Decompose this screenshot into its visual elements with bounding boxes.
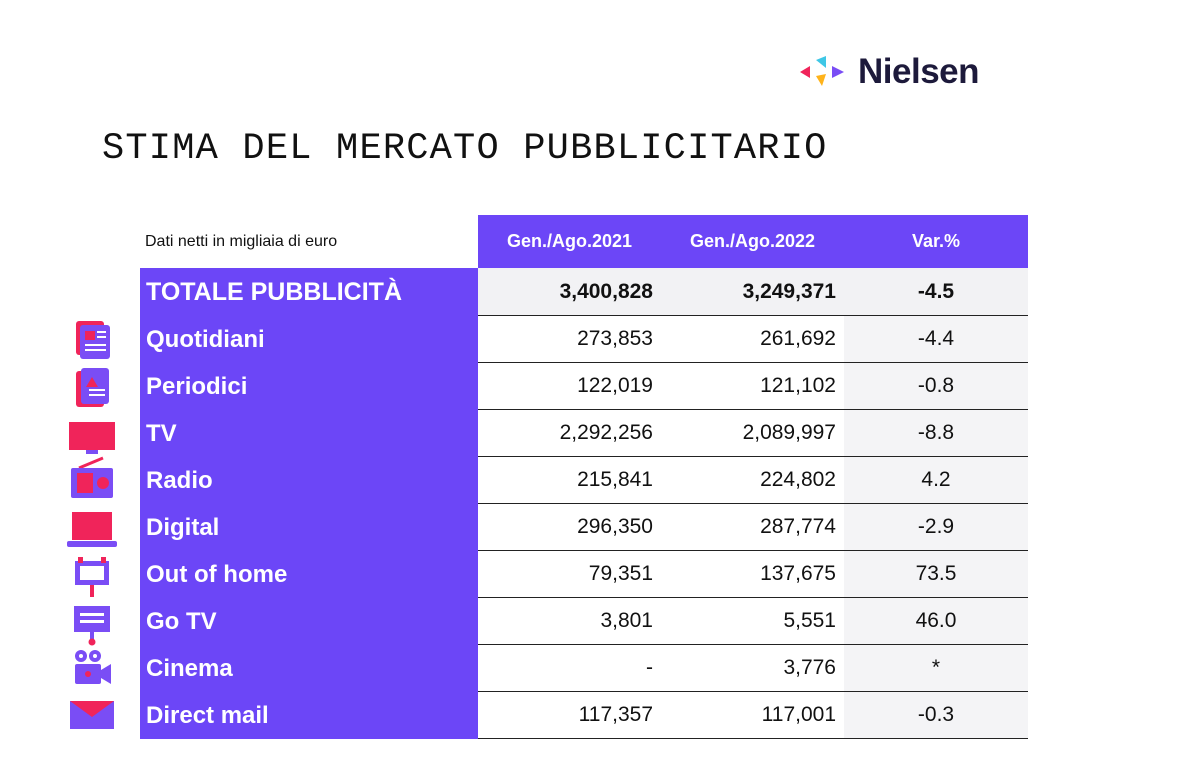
cell-2022: 121,102 xyxy=(760,374,836,397)
newspaper-icon xyxy=(66,318,118,362)
row-label: Radio xyxy=(140,457,478,504)
cell-2021: 2,292,256 xyxy=(559,421,653,444)
cell-var: -0.8 xyxy=(844,363,1028,409)
cell-2021: 215,841 xyxy=(577,468,653,491)
cell-var: * xyxy=(844,645,1028,691)
row-label: TOTALE PUBBLICITÀ xyxy=(140,268,478,316)
cell-2021: 3,801 xyxy=(600,609,653,632)
row-cells xyxy=(478,551,1028,598)
movie-camera-icon xyxy=(66,648,118,692)
row-label: Quotidiani xyxy=(140,316,478,363)
cell-2021: 273,853 xyxy=(577,327,653,350)
row-cells xyxy=(478,692,1028,739)
table-row-total xyxy=(140,268,1028,316)
cell-2021: - xyxy=(646,656,653,679)
screen-stand-icon xyxy=(66,602,118,646)
nielsen-logo xyxy=(798,52,979,92)
unit-note: Dati netti in migliaia di euro xyxy=(145,233,338,250)
envelope-icon xyxy=(66,693,118,737)
row-label: Direct mail xyxy=(140,692,478,739)
row-label: Digital xyxy=(140,504,478,551)
cell-2022: 3,776 xyxy=(783,656,836,679)
table-row xyxy=(140,692,1028,739)
row-label: TV xyxy=(140,410,478,457)
radio-icon xyxy=(66,456,118,500)
cell-2022: 3,249,371 xyxy=(742,279,836,303)
row-cells xyxy=(478,457,1028,504)
row-label: Cinema xyxy=(140,645,478,692)
cell-var: 73.5 xyxy=(844,551,1028,597)
cell-2021: 122,019 xyxy=(577,374,653,397)
row-label: Go TV xyxy=(140,598,478,645)
table-row xyxy=(140,551,1028,598)
row-cells xyxy=(478,410,1028,457)
cell-var: 4.2 xyxy=(844,457,1028,503)
table-header xyxy=(140,215,1028,268)
page-title: STIMA DEL MERCATO PUBBLICITARIO xyxy=(102,128,828,170)
row-label: Periodici xyxy=(140,363,478,410)
cell-var: 46.0 xyxy=(844,598,1028,644)
cell-var: -8.8 xyxy=(844,410,1028,456)
table-row xyxy=(140,504,1028,551)
row-cells xyxy=(478,268,1028,316)
ad-market-table xyxy=(140,215,1028,739)
tv-icon xyxy=(66,415,118,459)
cell-2021: 117,357 xyxy=(578,703,653,726)
cell-2022: 5,551 xyxy=(783,609,836,632)
cell-2022: 261,692 xyxy=(760,327,836,350)
magazine-icon xyxy=(66,366,118,410)
cell-var: -4.5 xyxy=(844,268,1028,315)
table-row xyxy=(140,457,1028,504)
cell-var: -2.9 xyxy=(844,504,1028,550)
row-cells xyxy=(478,316,1028,363)
table-row xyxy=(140,363,1028,410)
column-header-var: Var.% xyxy=(911,231,961,251)
row-cells xyxy=(478,363,1028,410)
nielsen-logo-text: Nielsen xyxy=(858,52,979,91)
cell-var: -0.3 xyxy=(844,692,1028,738)
cell-2022: 137,675 xyxy=(760,562,836,585)
row-cells xyxy=(478,504,1028,551)
cell-2022: 224,802 xyxy=(760,468,836,491)
column-header-2021: Gen./Ago.2021 xyxy=(506,231,633,251)
cell-2022: 2,089,997 xyxy=(742,421,836,444)
row-label: Out of home xyxy=(140,551,478,598)
laptop-icon xyxy=(66,507,118,551)
column-header-2022: Gen./Ago.2022 xyxy=(689,231,816,251)
nielsen-logo-mark-icon xyxy=(798,54,850,90)
row-cells xyxy=(478,598,1028,645)
billboard-icon xyxy=(66,555,118,599)
table-row xyxy=(140,598,1028,645)
table-row xyxy=(140,316,1028,363)
cell-2021: 3,400,828 xyxy=(559,279,653,303)
row-cells xyxy=(478,645,1028,692)
cell-2021: 296,350 xyxy=(577,515,653,538)
cell-2021: 79,351 xyxy=(588,562,653,585)
cell-var: -4.4 xyxy=(844,316,1028,362)
cell-2022: 117,001 xyxy=(761,703,836,726)
table-row xyxy=(140,410,1028,457)
cell-2022: 287,774 xyxy=(760,515,836,538)
table-row xyxy=(140,645,1028,692)
